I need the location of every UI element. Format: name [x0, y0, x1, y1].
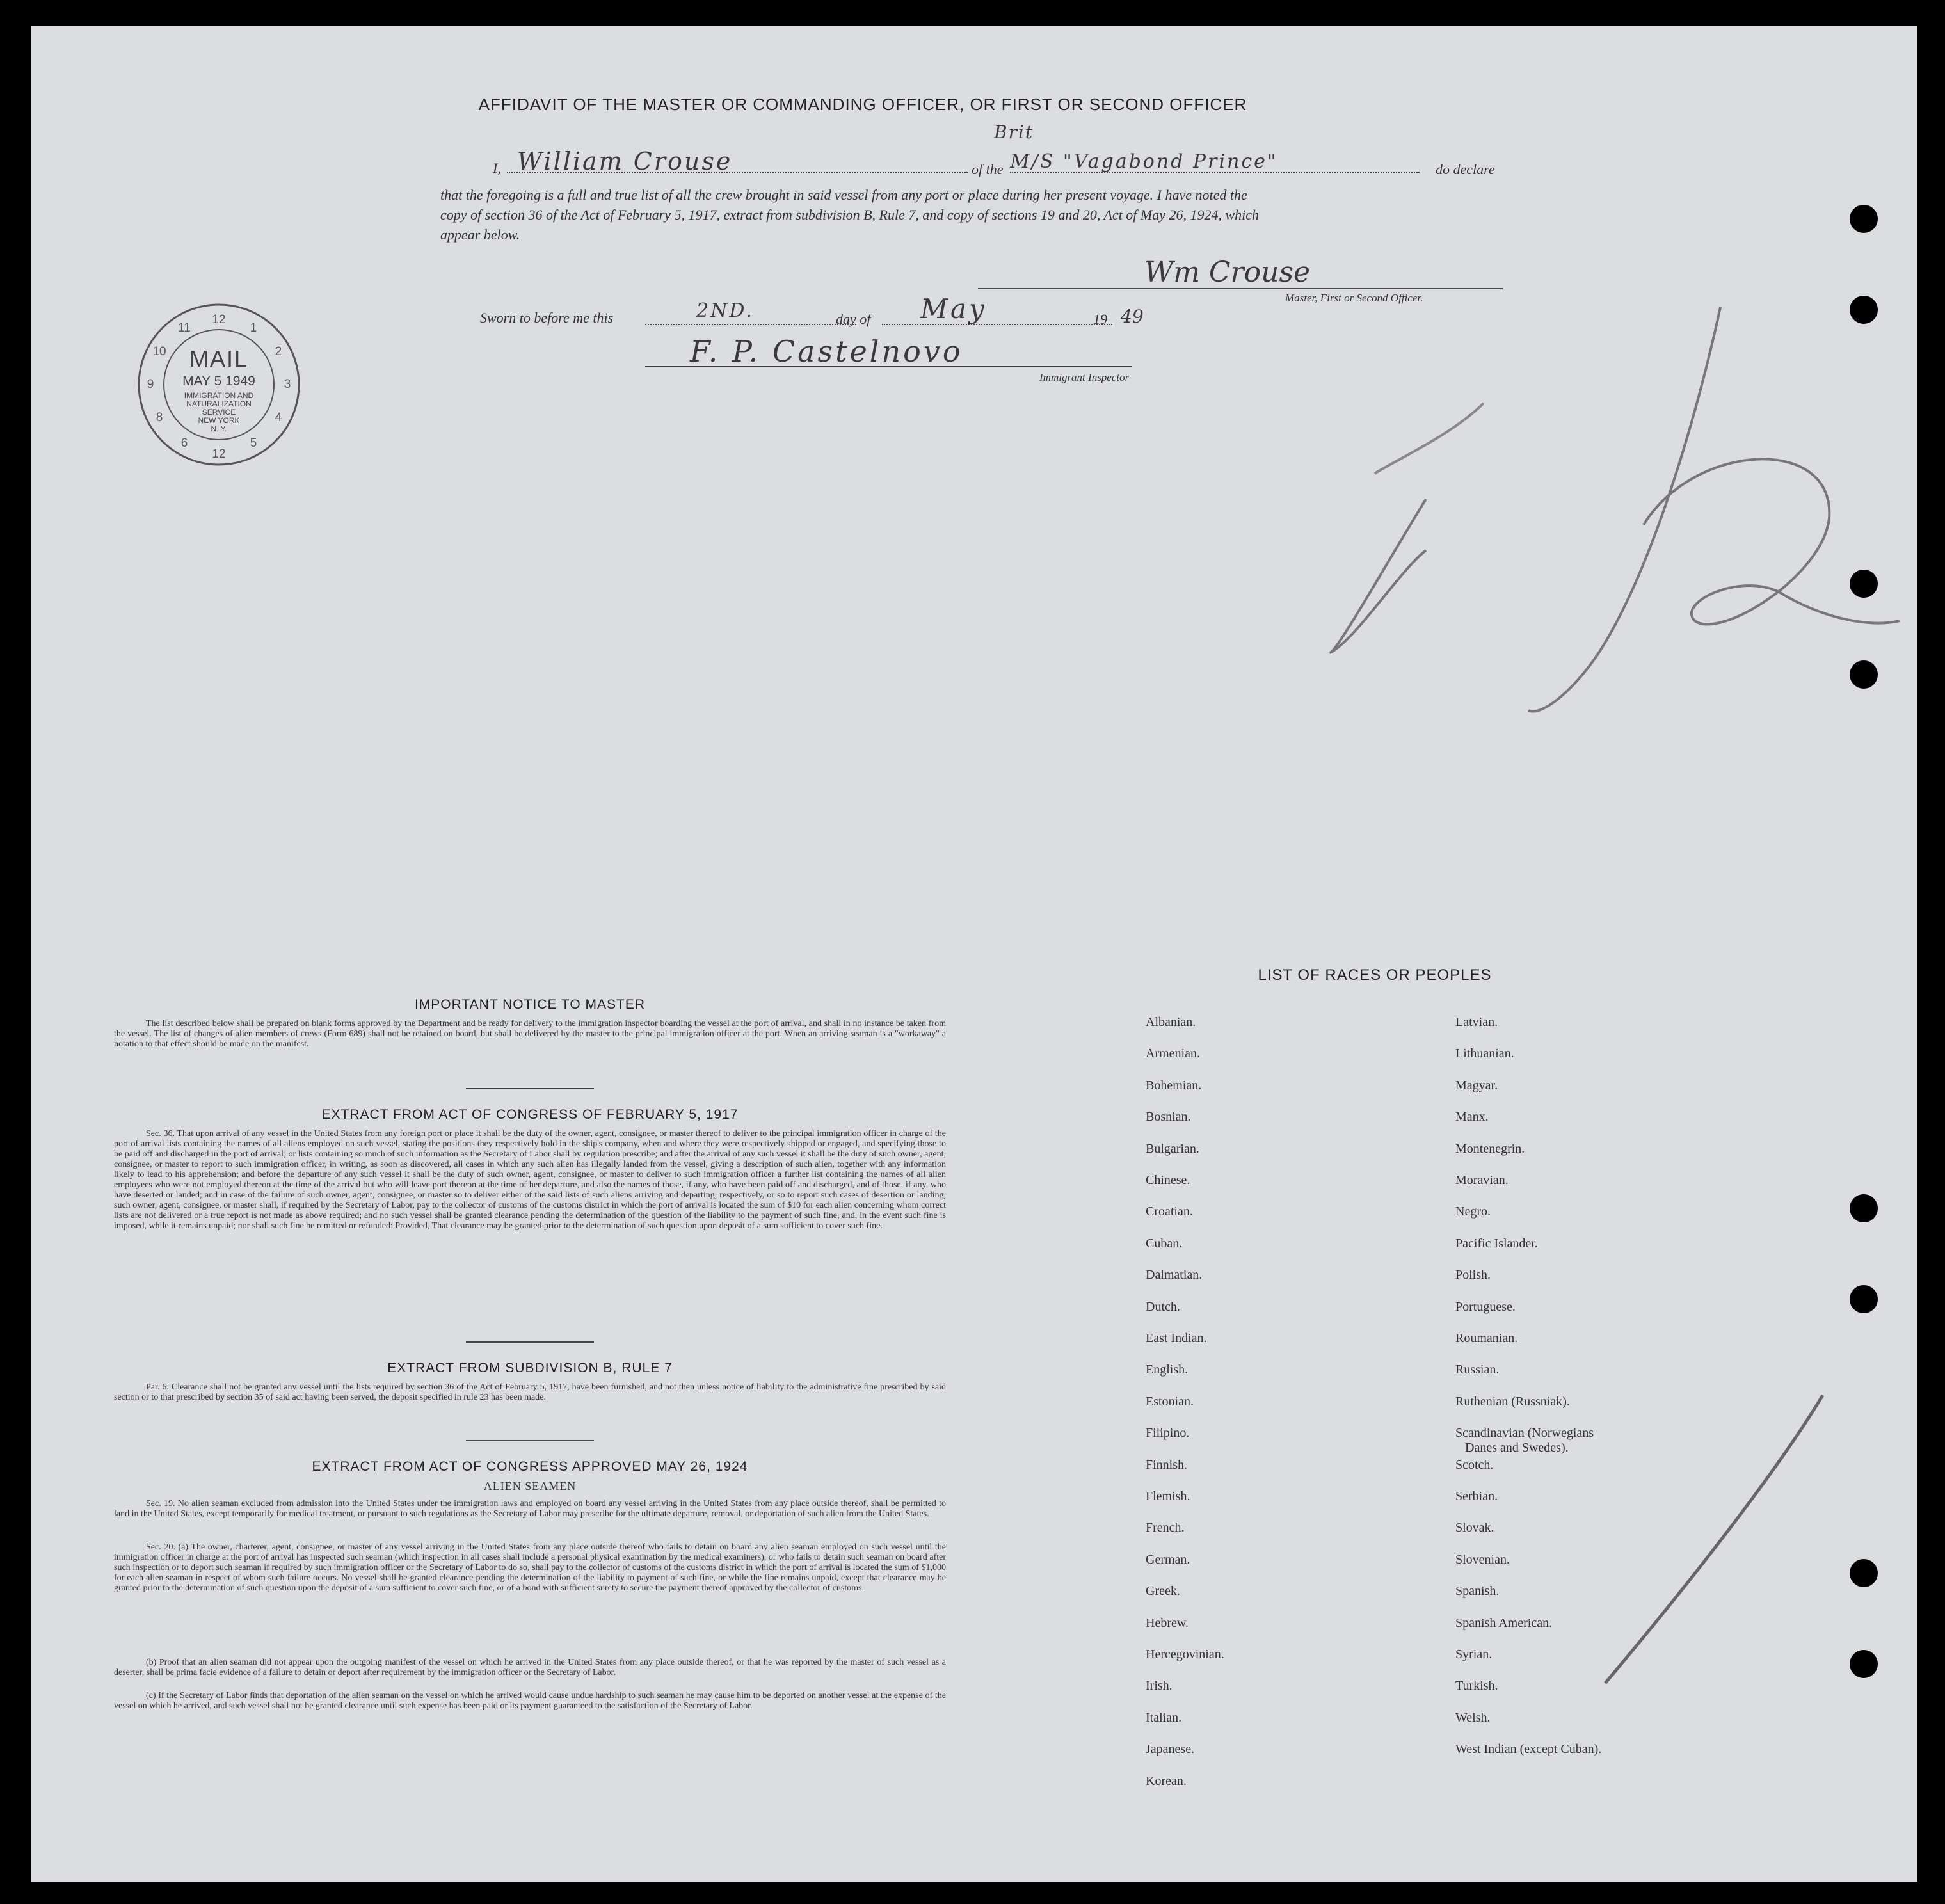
- affidavit-body-2: copy of section 36 of the Act of February 5, 1917, extract from subdivision B, Rule 7, and copy of sections 19 and 20, Act of May 26, 1924, which: [440, 207, 1260, 223]
- race-item: East Indian.: [1146, 1331, 1207, 1345]
- inspector-caption: Immigrant Inspector: [1039, 371, 1130, 383]
- punch-hole: [1850, 205, 1878, 233]
- svg-text:12: 12: [212, 313, 226, 326]
- race-item: Lithuanian.: [1455, 1046, 1514, 1061]
- extract-1924-title: EXTRACT FROM ACT OF CONGRESS APPROVED MAY 26, 1924: [312, 1459, 748, 1474]
- race-item: Chinese.: [1146, 1173, 1190, 1187]
- race-item: Greek.: [1146, 1584, 1180, 1599]
- race-item: Albanian.: [1146, 1015, 1196, 1029]
- race-item: Armenian.: [1146, 1046, 1200, 1061]
- svg-text:11: 11: [178, 321, 191, 335]
- sec20c-text: (c) If the Secretary of Labor finds that deportation of the alien seaman on the vessel on which he arrived would cause undue hardship to such seaman he may cause him to be deported on another vessel at the expense of the vessel on which he arrived, and such vessel shall not be granted clearance until such expense has been paid or its payment guaranteed to the satisfaction of the Secretary of Labor.: [114, 1691, 946, 1711]
- master-name: William Crouse: [517, 147, 733, 175]
- svg-text:3: 3: [284, 378, 291, 391]
- race-item: Estonian.: [1146, 1394, 1194, 1409]
- race-item: Bohemian.: [1146, 1078, 1202, 1092]
- day-of-label: day of: [836, 311, 871, 327]
- race-item: French.: [1146, 1521, 1185, 1535]
- sworn-month: May: [920, 293, 987, 324]
- punch-hole: [1850, 660, 1878, 689]
- svg-text:2: 2: [275, 345, 282, 358]
- race-item: Magyar.: [1455, 1078, 1498, 1092]
- of-the-label: of the: [972, 161, 1004, 177]
- race-item: Hercegovinian.: [1146, 1647, 1224, 1661]
- race-item: Welsh.: [1455, 1710, 1491, 1725]
- extract-rule7-title: EXTRACT FROM SUBDIVISION B, RULE 7: [387, 1361, 673, 1375]
- race-item: German.: [1146, 1552, 1190, 1567]
- race-item: Polish.: [1455, 1268, 1491, 1283]
- race-item: Spanish.: [1455, 1584, 1500, 1599]
- affidavit-title: AFFIDAVIT OF THE MASTER OR COMMANDING OFFICER, OR FIRST OR SECOND OFFICER: [478, 95, 1247, 114]
- vessel-nationality: Brit: [994, 122, 1034, 143]
- punch-hole: [1850, 1285, 1878, 1313]
- inspector-signature-line: [645, 366, 1132, 367]
- race-item: Japanese.: [1146, 1742, 1195, 1757]
- do-declare-label: do declare: [1436, 161, 1495, 177]
- pencil-marks: [1298, 294, 1925, 1702]
- race-item: Russian.: [1455, 1363, 1500, 1377]
- punch-hole: [1850, 296, 1878, 324]
- race-item: Dutch.: [1146, 1299, 1180, 1314]
- year-suffix: 49: [1121, 306, 1144, 327]
- mail-stamp: [136, 302, 301, 467]
- svg-text:8: 8: [156, 411, 163, 424]
- race-item: Cuban.: [1146, 1236, 1183, 1251]
- extract-rule7-text: Par. 6. Clearance shall not be granted any vessel until the lists required by section 36 of the Act of February 5, 1917, have been furnished, and not then unless notice of liability to the administrative fine prescribed by said section or to that prescribed by section 35 of said act having been served, the deposit specified in rule 23 has been made.: [114, 1382, 946, 1402]
- svg-text:5: 5: [250, 436, 257, 450]
- race-item: Scandinavian (Norwegians Danes and Swedes).: [1455, 1426, 1594, 1455]
- race-item: English.: [1146, 1363, 1189, 1377]
- sec20a-text: Sec. 20. (a) The owner, charterer, agent, consignee, or master of any vessel arriving in the United States from any place outside thereof who fails to detain on board any alien seaman employed on such vessel until the immigration officer in charge at the port of arrival has inspected such seaman (which inspection in all cases shall include a personal physical examination by the medical examiners), or who fails to detain such seaman on board after such inspection or to deport such seaman if required by such immigration officer or the Secretary of Labor to do so, shall pay to the collector of customs of the customs district in which the port of arrival is located the sum of $1,000 for each alien seaman in respect of whom such failure occurs. No vessel shall be granted clearance pending the determination of the liability to payment of such fine, or while the fine remains unpaid, except that clearance may be granted prior to the determination of such question upon the deposit of a sum sufficient to cover such fine, or of a bond with sufficient surety to secure the payment thereof approved by the collector of customs.: [114, 1542, 946, 1593]
- sec20b-text: (b) Proof that an alien seaman did not appear upon the outgoing manifest of the vessel on which he arrived in the United States from any place outside thereof, or that he was reported by the master of such vessel as a deserter, shall be prima facie evidence of a failure to detain or deport after requirement by the immigration officer or the Secretary of Labor.: [114, 1658, 946, 1677]
- separator: [466, 1341, 594, 1343]
- extract-1924-subtitle: ALIEN SEAMEN: [483, 1480, 577, 1492]
- race-item: Hebrew.: [1146, 1615, 1189, 1630]
- punch-hole: [1850, 1559, 1878, 1587]
- race-item: Serbian.: [1455, 1489, 1498, 1503]
- affidavit-body-3: appear below.: [440, 227, 520, 243]
- race-item: West Indian (except Cuban).: [1455, 1742, 1602, 1757]
- race-item: Negro.: [1455, 1204, 1491, 1219]
- separator: [466, 1440, 594, 1441]
- race-item: Roumanian.: [1455, 1331, 1518, 1345]
- svg-text:6: 6: [180, 436, 188, 450]
- race-item: Montenegrin.: [1455, 1141, 1525, 1156]
- master-signature-line: [978, 288, 1503, 289]
- race-item: Finnish.: [1146, 1457, 1188, 1472]
- vessel-name: M/S "Vagabond Prince": [1010, 150, 1278, 173]
- race-item: Turkish.: [1455, 1679, 1498, 1693]
- punch-hole: [1850, 1650, 1878, 1678]
- race-item: Italian.: [1146, 1710, 1182, 1725]
- race-item: Syrian.: [1455, 1647, 1493, 1661]
- inspector-signature: F. P. Castelnovo: [690, 334, 963, 369]
- document-sheet: [31, 26, 1917, 1882]
- race-item: Moravian.: [1455, 1173, 1509, 1187]
- sworn-day-line: [645, 324, 856, 325]
- race-item: Manx.: [1455, 1110, 1489, 1124]
- sworn-month-line: [882, 324, 1112, 325]
- race-item: Slovenian.: [1455, 1552, 1510, 1567]
- extract-1917-title: EXTRACT FROM ACT OF CONGRESS OF FEBRUARY 5, 1917: [321, 1107, 739, 1122]
- races-title: LIST OF RACES OR PEOPLES: [1258, 966, 1492, 984]
- race-item: Bosnian.: [1146, 1110, 1191, 1124]
- race-item: Flemish.: [1146, 1489, 1190, 1503]
- race-item: Ruthenian (Russniak).: [1455, 1394, 1570, 1409]
- stamp-agency: IMMIGRATION AND NATURALIZATION SERVICE NEW YORK N. Y.: [184, 391, 254, 433]
- race-item: Portuguese.: [1455, 1299, 1516, 1314]
- race-item: Slovak.: [1455, 1521, 1494, 1535]
- punch-hole: [1850, 1194, 1878, 1222]
- svg-text:1: 1: [250, 321, 257, 335]
- stamp-mail: MAIL: [189, 346, 249, 372]
- sworn-prefix: Sworn to before me this: [480, 310, 614, 326]
- separator: [466, 1088, 594, 1089]
- race-item: Irish.: [1146, 1679, 1173, 1693]
- affidavit-prefix: I,: [493, 160, 501, 176]
- punch-hole: [1850, 570, 1878, 598]
- race-item: Bulgarian.: [1146, 1141, 1199, 1156]
- race-item: Filipino.: [1146, 1426, 1190, 1441]
- sworn-day: 2ND.: [696, 300, 754, 322]
- race-item: Korean.: [1146, 1773, 1187, 1788]
- master-caption: Master, First or Second Officer.: [1285, 292, 1423, 304]
- svg-text:12: 12: [212, 447, 226, 461]
- notice-title: IMPORTANT NOTICE TO MASTER: [414, 997, 646, 1012]
- race-item: Croatian.: [1146, 1204, 1193, 1219]
- master-signature: Wm Crouse: [1144, 256, 1311, 289]
- notice-text: The list described below shall be prepared on blank forms approved by the Department and be ready for delivery to the immigration inspector boarding the vessel at the port of arrival, and shall in no instance be taken from the vessel. The list of changes of alien members of crews (Form 689) shall not be retained on board, but shall be delivered by the master to the principal immigration officer at the port. When an arriving seaman is a "workaway" a notation to that effect should be made on the manifest.: [114, 1019, 946, 1049]
- svg-text:9: 9: [147, 378, 154, 391]
- affidavit-body-1: that the foregoing is a full and true list of all the crew brought in said vessel from any port or place during her present voyage. I have noted the: [440, 187, 1247, 203]
- race-item: Dalmatian.: [1146, 1268, 1203, 1283]
- year-prefix: 19: [1093, 311, 1107, 327]
- extract-1917-text: Sec. 36. That upon arrival of any vessel in the United States from any foreign port or place it shall be the duty of the owner, agent, consignee, or master thereof to deliver to the principal immigration officer in charge of the port of arrival lists containing the names of all aliens employed on such vessel, stating the positions they respectively hold in the ship's company, when and where they were respectively shipped or engaged, and specifying those to be paid off and discharged in the port of arrival; or lists containing so much of such information as the Secretary of Labor shall by regulation prescribe; and after the arrival of any such vessel it shall be the duty of such owner, agent, consignee, or master to report to such immigration officer, in writing, as soon as discovered, all cases in which any such alien has illegally landed from the vessel, giving a description of such alien, together with any information likely to lead to his apprehension; and before the departure of any such vessel it shall be the duty of such owner, agent, consignee, or master to deliver to such immigration officer a further list containing the names of all alien employees who were not employed thereon at the time of the arrival but who will leave port thereon at the time of her departure, and also the names of those, if any, who have been paid off and discharged, and of those, if any, who have deserted or landed; and in case of the failure of such owner, agent, consignee, or master so to deliver either of the said lists of such aliens arriving and departing, respectively, or so to report such cases of desertion or landing, such owner, agent, consignee, or master shall, if required by the Secretary of Labor, pay to the collector of customs of the customs district in which the port of arrival is located the sum of $10 for each alien concerning whom correct lists are not delivered or a true report is not made as above required; and no such vessel shall be granted clearance pending the determination of the question of the liability to the payment of such fine, and, in the event such fine is imposed, while it remains unpaid; nor shall such fine be remitted or refunded: Provided, That clearance may be granted prior to the determination of such question upon deposit of a sum sufficient to cover such fine.: [114, 1129, 946, 1231]
- race-item: Spanish American.: [1455, 1615, 1553, 1630]
- race-item: Pacific Islander.: [1455, 1236, 1538, 1251]
- sec19-text: Sec. 19. No alien seaman excluded from admission into the United States under the immigration laws and employed on board any vessel arriving in the United States from any place outside thereof, shall be permitted to land in the United States, except temporarily for medical treatment, or pursuant to such regulations as the Secretary of Labor may prescribe for the ultimate departure, removal, or deportation of such alien from the United States.: [114, 1499, 946, 1519]
- race-item: Scotch.: [1455, 1457, 1494, 1472]
- svg-text:10: 10: [152, 345, 166, 358]
- race-item: Latvian.: [1455, 1015, 1498, 1029]
- stamp-date: MAY 5 1949: [182, 374, 255, 388]
- svg-text:4: 4: [275, 411, 282, 424]
